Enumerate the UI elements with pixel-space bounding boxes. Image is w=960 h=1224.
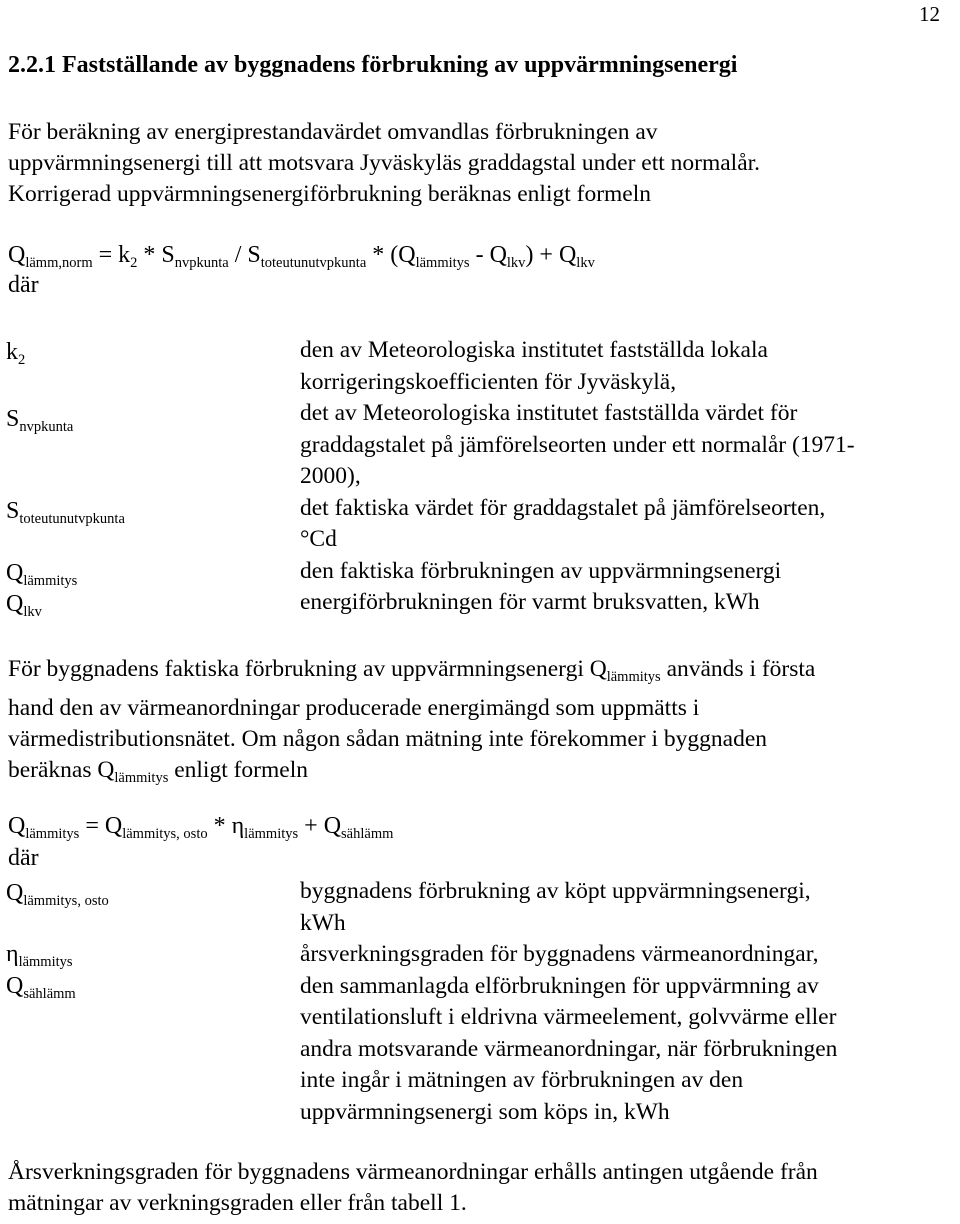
symbol-q-sahlamm: $Q_{sählämm}$ [6, 973, 76, 1002]
definition-line: °Cd [300, 526, 337, 552]
section-heading: 2.2.1 Fastställande av byggnadens förbrukning av uppvärmningsenergi [8, 52, 738, 78]
symbol-q-lammitys-osto: $Q_{lämmitys, osto}$ [6, 880, 109, 909]
intro-line: För beräkning av energiprestandavärdet omvandlas förbrukningen av [8, 119, 658, 145]
heating-measurement-paragraph: För byggnadens faktiska förbrukning av uppvärmningsenergi $Q_{lämmitys}$ används i första hand den av värmeanordningar producerade energimängd som uppmätts i värmedistributionsnätet. Om någon sådan mätning inte förekommer i byggnaden beräknas $Q_{lämmitys}$ enligt formeln [8, 656, 816, 786]
definition-line: kWh [300, 909, 346, 936]
definition-line: det av Meteorologiska institutet fastställda värdet för [300, 400, 798, 426]
where-label: där [8, 845, 39, 871]
definition-line: den av Meteorologiska institutet fastställda lokala [300, 337, 768, 363]
definition-line: inte ingår i mätningen av förbrukningen av den [300, 1067, 744, 1093]
definition-line: uppvärmningsenergi som köps in, kWh [300, 1098, 670, 1125]
page-number: 12 [919, 2, 940, 26]
definition-line: byggnadens förbrukning av köpt uppvärmningsenergi, [300, 878, 811, 904]
definition-line: graddagstalet på jämförelseorten under ett normalår (1971- [300, 431, 855, 458]
definition-line: ventilationsluft i eldrivna värmeelement, golvvärme eller [300, 1004, 837, 1030]
definitions-list-1 [300, 335, 855, 619]
formula-heating-consumption: $Q_{lämmitys} = Q_{lämmitys, osto} * \eta_{lämmitys} + Q_{sählämm}$ [8, 813, 394, 842]
efficiency-paragraph: Årsverkningsgraden för byggnadens värmeanordningar erhålls antingen utgående från mätningar av verkningsgraden eller från tabell 1. [8, 1159, 818, 1216]
formula-normalized-heating: $Q_{lämm,norm} = k_2 * S_{nvpkunta} / S_{toteutunutvpkunta} * (Q_{lämmitys} - Q_{lkv}) + Q_{lkv}$ [8, 242, 595, 271]
definitions-list-2 [300, 876, 837, 1128]
definition-line: korrigeringskoefficienten för Jyväskylä, [300, 368, 677, 395]
definition-line: den sammanlagda elförbrukningen för uppvärmning av [300, 972, 819, 999]
definition-line: årsverkningsgraden för byggnadens värmeanordningar, [300, 941, 819, 967]
intro-line: uppvärmningsenergi till att motsvara Jyväskyläs graddagstal under ett normalår. [8, 150, 761, 176]
where-label: där [8, 272, 39, 298]
symbol-eta-lammitys: $\eta_{lämmitys}$ [6, 941, 73, 970]
intro-line: Korrigerad uppvärmningsenergiförbrukning beräknas enligt formeln [8, 181, 652, 207]
definition-line: 2000), [300, 463, 361, 489]
intro-paragraph [8, 117, 760, 210]
symbol-q-lammitys: $Q_{lämmitys}$ [6, 560, 78, 589]
symbol-q-lkv: $Q_{lkv}$ [6, 591, 42, 620]
definition-line: det faktiska värdet för graddagstalet på jämförelseorten, [300, 494, 826, 521]
definition-line: energiförbrukningen för varmt bruksvatten, kWh [300, 589, 760, 615]
symbol-s-nvpkunta: $S_{nvpkunta}$ [6, 406, 74, 435]
definition-line: andra motsvarande värmeanordningar, när förbrukningen [300, 1035, 838, 1062]
symbol-s-toteutunutvpkunta: $S_{toteutunutvpkunta}$ [6, 498, 125, 527]
symbol-k2: $k_2$ [6, 339, 26, 368]
definition-line: den faktiska förbrukningen av uppvärmningsenergi [300, 557, 782, 584]
